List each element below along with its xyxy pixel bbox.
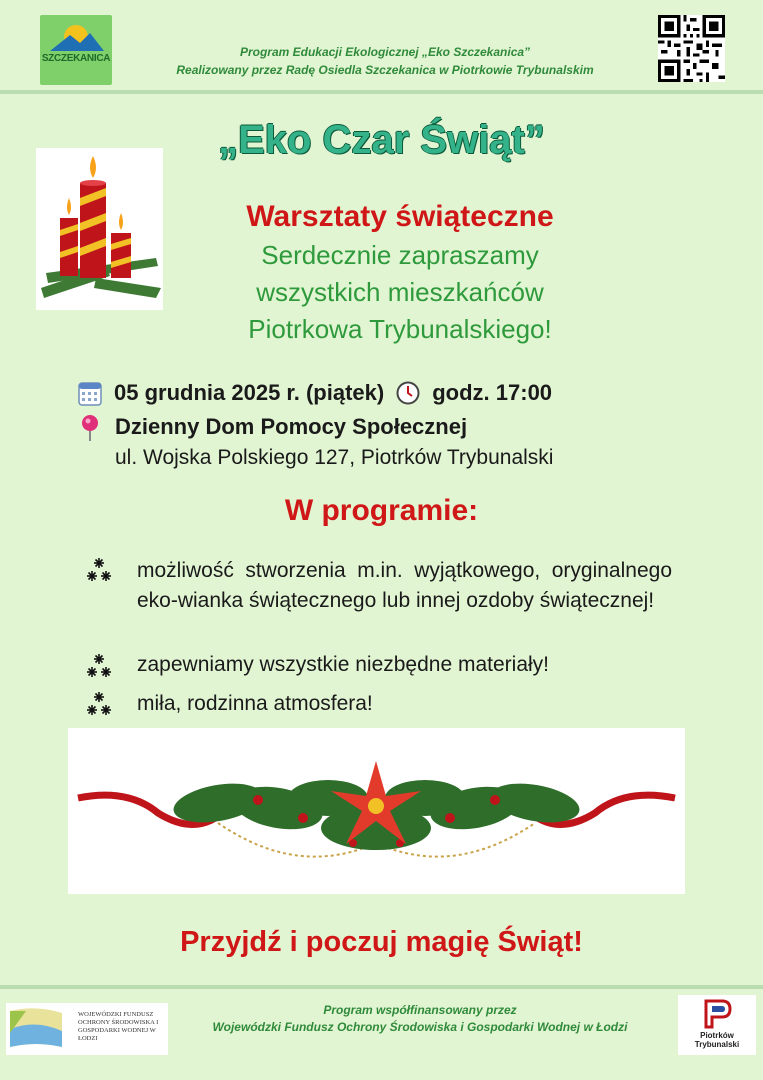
- closing-slogan: Przyjdź i poczuj magię Świąt!: [180, 926, 583, 958]
- snowflake-bullet-icon: [84, 556, 114, 586]
- piotrkow-p-icon: [678, 995, 756, 1031]
- program-item: miła, rodzinna atmosfera!: [137, 692, 373, 715]
- program-heading: W programie:: [284, 494, 479, 527]
- footer-cofinanced-line: Program współfinansowany przez: [323, 1003, 517, 1017]
- piotrkow-city-logo: [678, 995, 756, 1055]
- piotrkow-logo-text: Piotrków Trybunalski: [694, 1031, 740, 1049]
- calendar-icon: [78, 380, 102, 406]
- christmas-garland-illustration: [68, 728, 685, 894]
- invitation-line: Piotrkowa Trybunalskiego!: [248, 314, 552, 344]
- logo-sun-icon: [40, 15, 112, 55]
- clock-icon: [396, 381, 420, 405]
- page-title: „Eko Czar Świąt”: [218, 118, 545, 162]
- snowflake-bullet-icon: [84, 690, 114, 720]
- event-time: godz. 17:00: [432, 380, 553, 405]
- header-program-line: Program Edukacji Ekologicznej „Eko Szczekanica”: [239, 45, 531, 59]
- szczekanica-logo: [40, 15, 112, 85]
- candles-illustration: [36, 148, 163, 310]
- workshop-subtitle: Warsztaty świąteczne: [246, 200, 554, 233]
- logo-text: SZCZEKANICA: [41, 53, 111, 64]
- wfosigw-logo-text: WOJEWÓDZKI FUNDUSZ OCHRONY ŚRODOWISKA I GOSPODARKI WODNEJ W ŁODZI: [78, 1011, 159, 1042]
- location-pin-icon: [80, 414, 100, 447]
- footer-fund-name: Wojewódzki Fundusz Ochrony Środowiska i Gospodarki Wodnej w Łodzi: [212, 1020, 628, 1034]
- event-venue: Dzienny Dom Pomocy Społecznej: [115, 414, 468, 439]
- event-date: 05 grudnia 2025 r. (piątek): [114, 380, 385, 405]
- qr-code[interactable]: [658, 15, 725, 82]
- invitation-line: wszystkich mieszkańców: [256, 277, 544, 307]
- program-item: możliwość stworzenia m.in. wyjątkowego, oryginalnego eko-wianka świątecznego lub innej ozdoby świątecznej!: [137, 559, 672, 612]
- snowflake-bullet-icon: [84, 652, 114, 682]
- date-time-row: [78, 378, 552, 408]
- event-address: ul. Wojska Polskiego 127, Piotrków Trybunalski: [115, 446, 554, 469]
- footer-divider: [0, 985, 763, 989]
- wfosigw-logo: [6, 1003, 168, 1055]
- program-item: zapewniamy wszystkie niezbędne materiały!: [137, 653, 550, 676]
- header-divider: [0, 90, 763, 94]
- header-organizer-line: Realizowany przez Radę Osiedla Szczekanica w Piotrkowie Trybunalskim: [176, 63, 594, 77]
- invitation-line: Serdecznie zapraszamy: [261, 240, 539, 270]
- wfosigw-emblem-icon: [6, 1003, 72, 1055]
